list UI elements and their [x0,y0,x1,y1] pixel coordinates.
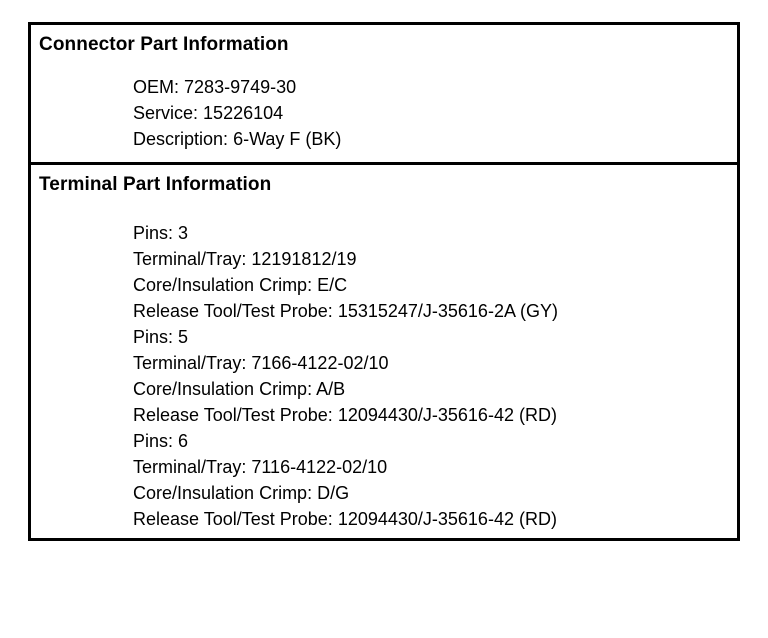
field-terminal-tray-2-label: Terminal/Tray: [133,352,247,373]
field-release-tool-test-probe-1 [133,298,737,324]
field-description-label: Description: [133,128,229,149]
field-release-tool-test-probe-1-value: 15315247/J-35616-2A (GY) [337,300,558,321]
field-core-insulation-crimp-3 [133,480,737,506]
field-terminal-tray-3 [133,454,737,480]
connector-field-list [31,56,737,162]
field-release-tool-test-probe-3-label: Release Tool/Test Probe: [133,508,333,529]
field-terminal-tray-1 [133,246,737,272]
field-pins-3 [133,428,737,454]
field-terminal-tray-2 [133,350,737,376]
field-terminal-tray-3-value: 7116-4122-02/10 [251,456,388,477]
field-oem-value: 7283-9749-30 [184,76,297,97]
field-core-insulation-crimp-3-label: Core/Insulation Crimp: [133,482,313,503]
field-pins-3-value: 6 [178,430,189,451]
field-service-value: 15226104 [203,102,284,123]
field-core-insulation-crimp-1-value: E/C [317,274,348,295]
field-terminal-tray-2-value: 7166-4122-02/10 [251,352,389,373]
field-pins-2 [133,324,737,350]
field-service-label: Service: [133,102,199,123]
field-release-tool-test-probe-1-label: Release Tool/Test Probe: [133,300,333,321]
field-core-insulation-crimp-1-label: Core/Insulation Crimp: [133,274,313,295]
field-terminal-tray-1-label: Terminal/Tray: [133,248,247,269]
terminal-part-information-section [31,165,737,538]
field-core-insulation-crimp-1 [133,272,737,298]
connector-section-title: Connector Part Information [39,34,289,55]
field-release-tool-test-probe-3-value: 12094430/J-35616-42 (RD) [337,508,557,529]
field-oem [133,74,737,100]
field-pins-3-label: Pins: [133,430,174,451]
field-core-insulation-crimp-2-label: Core/Insulation Crimp: [133,378,313,399]
field-pins-2-label: Pins: [133,326,174,347]
field-release-tool-test-probe-3 [133,506,737,532]
field-pins-1-value: 3 [178,222,189,243]
field-core-insulation-crimp-2 [133,376,737,402]
field-pins-2-value: 5 [178,326,189,347]
connector-part-information-section [31,25,737,165]
field-service [133,100,737,126]
field-description-value: 6-Way F (BK) [233,128,342,149]
terminal-section-title: Terminal Part Information [39,173,272,195]
field-terminal-tray-3-label: Terminal/Tray: [133,456,247,477]
field-release-tool-test-probe-2-value: 12094430/J-35616-42 (RD) [337,404,557,425]
terminal-field-list [31,196,737,538]
field-pins-1-label: Pins: [133,222,174,243]
field-pins-1 [133,220,737,246]
field-release-tool-test-probe-2 [133,402,737,428]
field-release-tool-test-probe-2-label: Release Tool/Test Probe: [133,404,333,425]
field-description [133,126,737,152]
field-core-insulation-crimp-2-value: A/B [316,378,346,399]
field-core-insulation-crimp-3-value: D/G [317,482,350,503]
part-information-table [28,22,740,541]
field-oem-label: OEM: [133,76,180,97]
field-terminal-tray-1-value: 12191812/19 [251,248,357,269]
